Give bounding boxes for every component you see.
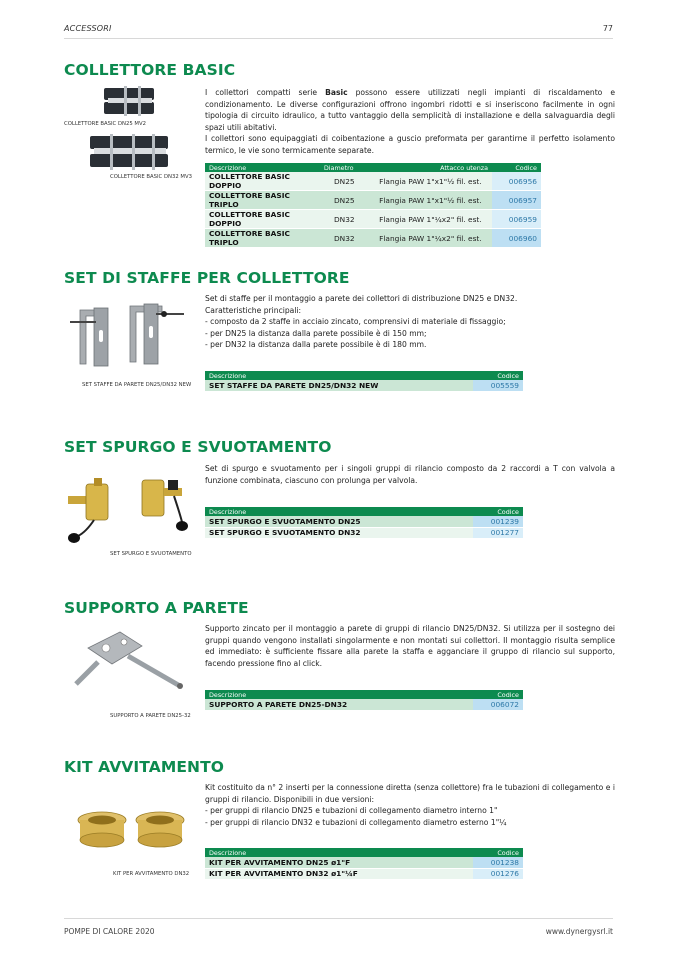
section-title-staffe: SET DI STAFFE PER COLLETTORE [64,269,350,287]
collettore-dn25-image [102,86,158,118]
staffe-line: Set di staffe per il montaggio a parete dei collettori di distribuzione DN25 e DN32. [205,294,518,303]
header-divider [64,38,613,39]
row-desc: SET SPURGO E SVUOTAMENTO DN32 [205,527,473,539]
basic-desc-post: possono essere utilizzati negli impianti di riscaldamento e condizionamento. Le diverse configurazioni offrono ingombri ridotti e si inseriscono facilmente in ogni tipologia di circuito idraulico, a tutto vantaggio della semplicità di installazione e della salvaguardia degli spazi utili abitativi. [205,88,615,132]
kit-line: - per gruppi di rilancio DN25 e tubazioni di collegamento diametro interno 1" [205,806,498,815]
col-codice: Codice [473,848,523,857]
kit-table [205,848,523,880]
kit-line: Kit costituito da n° 2 inserti per la connessione diretta (senza collettore) fra le tubazioni di collegamento e i gruppi di rilancio. Disponibili in due versioni: [205,783,615,804]
basic-desc-pre: I collettori compatti serie [205,88,326,97]
section-title-spurgo: SET SPURGO E SVUOTAMENTO [64,438,332,456]
supporto-description [205,623,615,669]
spurgo-table [205,507,523,539]
basic-desc-2: I collettori sono equipaggiati di coibentazione a guscio preformata per garantirne il perfetto isolamento termico, le vie sono termicamente separate. [205,134,615,155]
row-desc: COLLETTORE BASIC TRIPLO [205,229,320,248]
row-diam: DN32 [320,210,369,229]
kit-line: - per gruppi di rilancio DN32 e tubazioni di collegamento diametro esterno 1"¼ [205,817,507,827]
col-descrizione: Descrizione [205,848,473,857]
spurgo-desc: Set di spurgo e svuotamento per i singoli gruppi di rilancio composto da 2 raccordi a T con valvola a funzione combinata, ciascuno con prolunga per valvola. [205,464,615,485]
row-att: Flangia PAW 1"¼x2" fil. est. [369,210,492,229]
row-desc: KIT PER AVVITAMENTO DN32 ø1"¼F [205,868,473,880]
row-code: 001239 [473,516,523,527]
row-diam: DN25 [320,191,369,210]
row-desc: KIT PER AVVITAMENTO DN25 ø1"F [205,857,473,868]
table-row [205,380,523,391]
table-row [205,172,541,191]
staffe-table [205,371,523,392]
footer-left: POMPE DI CALORE 2020 [64,927,155,936]
table-header-row [205,848,523,857]
page-header [64,24,613,38]
spurgo-description [205,463,615,486]
col-descrizione: Descrizione [205,507,473,516]
row-code: 006072 [473,699,523,710]
staffe-image [66,296,190,378]
staffe-description [205,293,615,351]
section-title-supporto: SUPPORTO A PARETE [64,599,249,617]
row-code: 006959 [492,210,541,229]
row-code: 006956 [492,172,541,191]
staffe-line: - per DN25 la distanza dalla parete possibile è di 150 mm; [205,328,427,338]
supporto-desc: Supporto zincato per il montaggio a parete di gruppi di rilancio DN25/DN32. Si utilizza per il sostegno dei gruppi quando vengono installati singolarmente e non montati sui collettori. Il montaggio risulta semplice ed immediato: è sufficiente fissare alla parete la staffa e agganciare il gruppo di rilancio sul supporto, facendo pressione fino al click. [205,624,615,668]
col-codice: Codice [473,507,523,516]
row-desc: COLLETTORE BASIC DOPPIO [205,172,320,191]
row-code: 006960 [492,229,541,248]
row-desc: SET STAFFE DA PARETE DN25/DN32 NEW [205,380,473,391]
footer-website-link[interactable]: www.dynergysrl.it [545,927,613,936]
supporto-table [205,690,523,711]
kit-image [74,808,190,850]
table-row [205,516,523,527]
row-att: Flangia PAW 1"¼x2" fil. est. [369,229,492,248]
table-row [205,210,541,229]
table-row [205,229,541,248]
row-diam: DN25 [320,172,369,191]
basic-desc-bold: Basic [325,88,348,97]
header-section: ACCESSORI [64,24,112,33]
row-code: 001238 [473,857,523,868]
table-row [205,699,523,710]
col-attacco: Attacco utenza [369,163,492,172]
staffe-line: Caratteristiche principali: [205,305,302,315]
col-diametro: Diametro [320,163,369,172]
row-desc: SET SPURGO E SVUOTAMENTO DN25 [205,516,473,527]
table-row [205,527,523,539]
col-descrizione: Descrizione [205,163,320,172]
row-code: 005559 [473,380,523,391]
table-header-row [205,371,523,380]
row-desc: SUPPORTO A PARETE DN25-DN32 [205,699,473,710]
footer-divider [64,918,613,919]
header-page-number: 77 [602,24,613,33]
caption-staffe: SET STAFFE DA PARETE DN25/DN32 NEW [82,382,192,388]
table-header-row [205,507,523,516]
table-row [205,857,523,868]
collettore-dn32-image [88,134,172,172]
caption-supporto: SUPPORTO A PARETE DN25-32 [110,713,191,719]
spurgo-image [64,470,192,546]
staffe-line: - composto da 2 staffe in acciaio zincato, comprensivi di materiale di fissaggio; [205,317,506,326]
row-code: 006957 [492,191,541,210]
kit-description [205,782,615,828]
supporto-image [68,626,186,694]
table-row [205,868,523,880]
basic-description [205,87,615,156]
section-title-basic: COLLETTORE BASIC [64,61,236,79]
basic-table [205,163,541,248]
caption-spurgo: SET SPURGO E SVUOTAMENTO [110,551,192,557]
staffe-line: - per DN32 la distanza dalla parete possibile è di 180 mm. [205,340,427,349]
row-att: Flangia PAW 1"x1"½ fil. est. [369,172,492,191]
row-code: 001277 [473,527,523,539]
row-att: Flangia PAW 1"x1"½ fil. est. [369,191,492,210]
caption-basic-dn32: COLLETTORE BASIC DN32 MV3 [110,174,192,180]
row-code: 001276 [473,868,523,880]
col-codice: Codice [473,690,523,699]
caption-kit: KIT PER AVVITAMENTO DN32 [113,871,190,877]
col-descrizione: Descrizione [205,371,473,380]
row-desc: COLLETTORE BASIC DOPPIO [205,210,320,229]
col-codice: Codice [473,371,523,380]
table-header-row [205,163,541,172]
row-desc: COLLETTORE BASIC TRIPLO [205,191,320,210]
row-diam: DN32 [320,229,369,248]
col-descrizione: Descrizione [205,690,473,699]
col-codice: Codice [492,163,541,172]
table-header-row [205,690,523,699]
table-row [205,191,541,210]
caption-basic-dn25: COLLETTORE BASIC DN25 MV2 [64,121,146,127]
section-title-kit: KIT AVVITAMENTO [64,758,225,776]
